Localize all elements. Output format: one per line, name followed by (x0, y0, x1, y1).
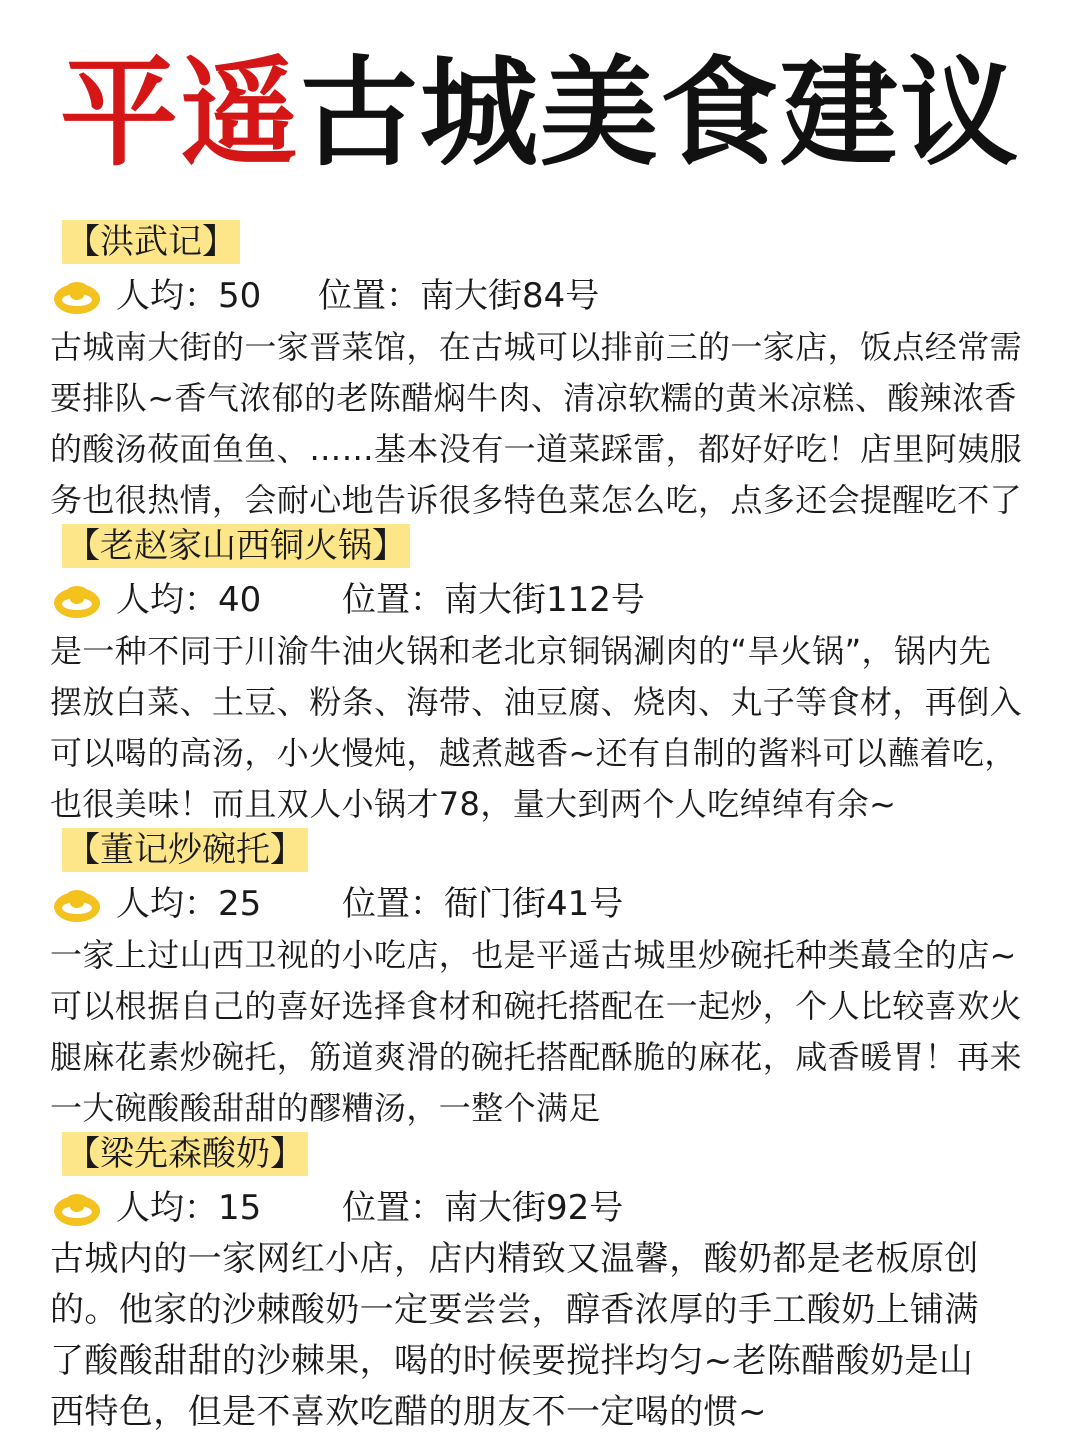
price-per-person: 人均：15 (116, 1188, 262, 1228)
description-line: 要排队~香气浓郁的老陈醋焖牛肉、清凉软糯的黄米凉糕、酸辣浓香 (50, 379, 1017, 417)
gold-ingot-icon (52, 578, 102, 620)
location: 位置：衙门街41号 (342, 884, 624, 924)
description (0, 626, 1080, 830)
title-red-part: 平遥 (59, 44, 300, 182)
description (0, 930, 1080, 1134)
restaurant-section-laozhaojia (0, 522, 1080, 830)
description-line: 也很美味！而且双人小锅才78，量大到两个人吃绰绰有余~ (50, 785, 897, 823)
description-line: 西特色，但是不喜欢吃醋的朋友不一定喝的惯~ (50, 1392, 767, 1432)
description-line: 务也很热情，会耐心地告诉很多特色菜怎么吃，点多还会提醒吃不了 (50, 481, 1023, 519)
price-per-person: 人均：25 (116, 884, 262, 924)
restaurant-name: 【梁先森酸奶】 (62, 1132, 308, 1176)
title-black-part: 古城美食建议 (300, 44, 1021, 182)
description (0, 1234, 1080, 1438)
description-line: 了酸酸甜甜的沙棘果，喝的时候要搅拌均匀~老陈醋酸奶是山 (50, 1341, 974, 1381)
price-per-person: 人均：40 (116, 580, 262, 620)
restaurant-name: 【老赵家山西铜火锅】 (62, 524, 410, 568)
description-line: 是一种不同于川渝牛油火锅和老北京铜锅涮肉的“旱火锅”，锅内先 (50, 632, 992, 670)
restaurant-section-liangxiansen (0, 1130, 1080, 1438)
gold-ingot-icon (52, 882, 102, 924)
restaurant-section-hongwuji (0, 218, 1080, 526)
description-line: 一家上过山西卫视的小吃店，也是平遥古城里炒碗托种类蕞全的店~ (50, 936, 1017, 974)
description-line: 一大碗酸酸甜甜的醪糟汤，一整个满足 (50, 1089, 601, 1127)
description-line: 腿麻花素炒碗托，筋道爽滑的碗托搭配酥脆的麻花，咸香暖胃！再来 (50, 1038, 1023, 1076)
location: 位置：南大街112号 (342, 580, 645, 620)
description-line: 的。他家的沙棘酸奶一定要尝尝，醇香浓厚的手工酸奶上铺满 (50, 1290, 979, 1330)
location: 位置：南大街92号 (342, 1188, 624, 1228)
description-line: 可以根据自己的喜好选择食材和碗托搭配在一起炒，个人比较喜欢火 (50, 987, 1023, 1025)
description-line: 古城内的一家网红小店，店内精致又温馨，酸奶都是老板原创 (50, 1239, 979, 1279)
gold-ingot-icon (52, 274, 102, 316)
page-title (0, 44, 1080, 182)
restaurant-section-dongji (0, 826, 1080, 1134)
location: 位置：南大街84号 (318, 276, 600, 316)
gold-ingot-icon (52, 1186, 102, 1228)
description-line: 可以喝的高汤，小火慢炖，越煮越香~还有自制的酱料可以蘸着吃， (50, 734, 1017, 772)
price-per-person: 人均：50 (116, 276, 262, 316)
restaurant-name: 【洪武记】 (62, 220, 240, 264)
description-line: 的酸汤莜面鱼鱼、……基本没有一道菜踩雷，都好好吃！店里阿姨服 (50, 430, 1023, 468)
restaurant-name: 【董记炒碗托】 (62, 828, 308, 872)
description (0, 322, 1080, 526)
description-line: 摆放白菜、土豆、粉条、海带、油豆腐、烧肉、丸子等食材，再倒入 (50, 683, 1023, 721)
description-line: 古城南大街的一家晋菜馆，在古城可以排前三的一家店，饭点经常需 (50, 328, 1023, 366)
